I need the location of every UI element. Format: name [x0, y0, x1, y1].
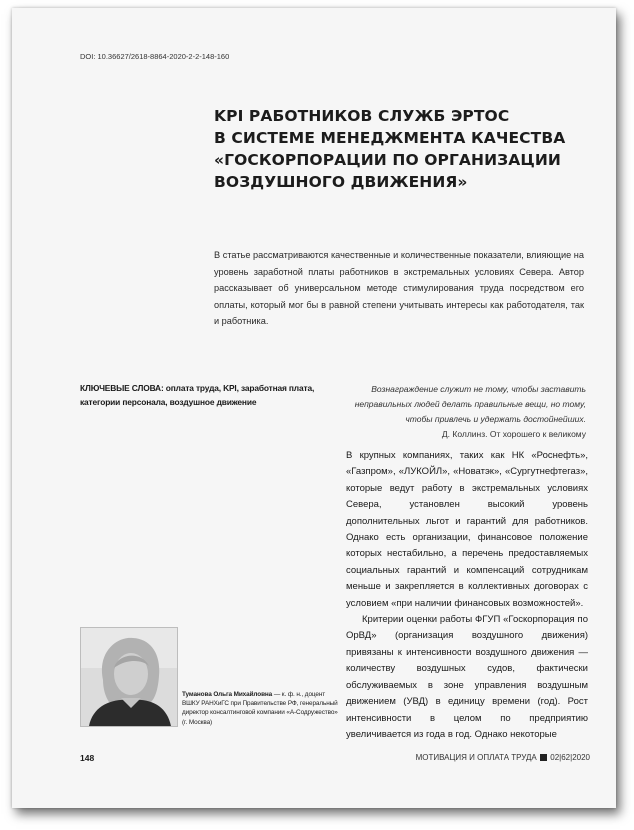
title-line: «ГОСКОРПОРАЦИИ ПО ОРГАНИЗАЦИИ: [214, 151, 562, 169]
title-line: В СИСТЕМЕ МЕНЕДЖМЕНТА КАЧЕСТВА: [214, 129, 566, 147]
journal-name: МОТИВАЦИЯ И ОПЛАТА ТРУДА: [415, 753, 537, 762]
epigraph-line: неправильных людей делать правильные вещи, но тому,: [354, 399, 586, 409]
journal-issue: 02|62|2020: [550, 753, 590, 762]
author-portrait-image: [81, 628, 177, 726]
page-number: 148: [80, 753, 95, 763]
author-photo: [80, 627, 178, 727]
journal-page: [12, 8, 616, 808]
body-paragraph: В крупных компаниях, таких как НК «Роснефть», «Газпром», «ЛУКОЙЛ», «Новатэк», «Сургутнефтегаз», которые ведут работу в экстремальных условиях Севера, установлен высокий уровень дополнительных льгот и гарантий для работников. Однако есть организации, финансовое положение которых нестабильно, а перечень предоставляемых социальных гарантий и компенсаций сотрудникам меньше и закрепляется в коллективных договорах с условием «при наличии финансовых возможностей».: [346, 450, 588, 609]
article-title: [214, 105, 614, 193]
author-name: Туманова Ольга Михайловна: [182, 691, 273, 698]
article-keywords: КЛЮЧЕВЫЕ СЛОВА: оплата труда, KPI, заработная плата, категории персонала, воздушное движение: [80, 383, 315, 407]
journal-footer: [416, 753, 590, 762]
article-body: [346, 448, 588, 743]
doi-label: DOI: 10.36627/2618-8864-2020-2-2-148-160: [80, 52, 230, 61]
article-abstract: В статье рассматриваются качественные и количественные показатели, влияющие на уровень заработной платы работников в экстремальных условиях Севера. Автор рассказывает об универсальном методе стимулирования труда посредством его оплаты, который мог бы в равной степени учитывать интересы как работодателя, так и работника.: [214, 250, 584, 326]
epigraph: [334, 382, 586, 442]
epigraph-quote: [334, 382, 586, 427]
title-line: KPI РАБОТНИКОВ СЛУЖБ ЭРТОС: [214, 107, 510, 125]
epigraph-source: Д. Коллинз. От хорошего к великому: [441, 429, 586, 439]
epigraph-line: чтобы привлечь и удержать достойнейших.: [405, 414, 586, 424]
square-separator-icon: [540, 754, 547, 761]
epigraph-line: Вознаграждение служит не тому, чтобы заставить: [371, 384, 586, 394]
body-paragraph: Критерии оценки работы ФГУП «Госкорпорация по ОрВД» (организация воздушного движения) привязаны к интенсивности воздушного движения — количеству воздушных судов, фактически обслуживаемых в зоне управления воздушным движением (УВД) в единицу времени (год). Рост интенсивности в целом по предприятию увеличивается из года в год. Однако некоторые: [346, 614, 588, 740]
title-line: ВОЗДУШНОГО ДВИЖЕНИЯ»: [214, 173, 468, 191]
author-details: — к. ф. н., доцент ВШКУ РАНХиГС при Правительстве РФ, генеральный директор консалтинговой компании «А-Содружество» (г. Москва): [182, 691, 338, 726]
author-info: [182, 690, 342, 727]
